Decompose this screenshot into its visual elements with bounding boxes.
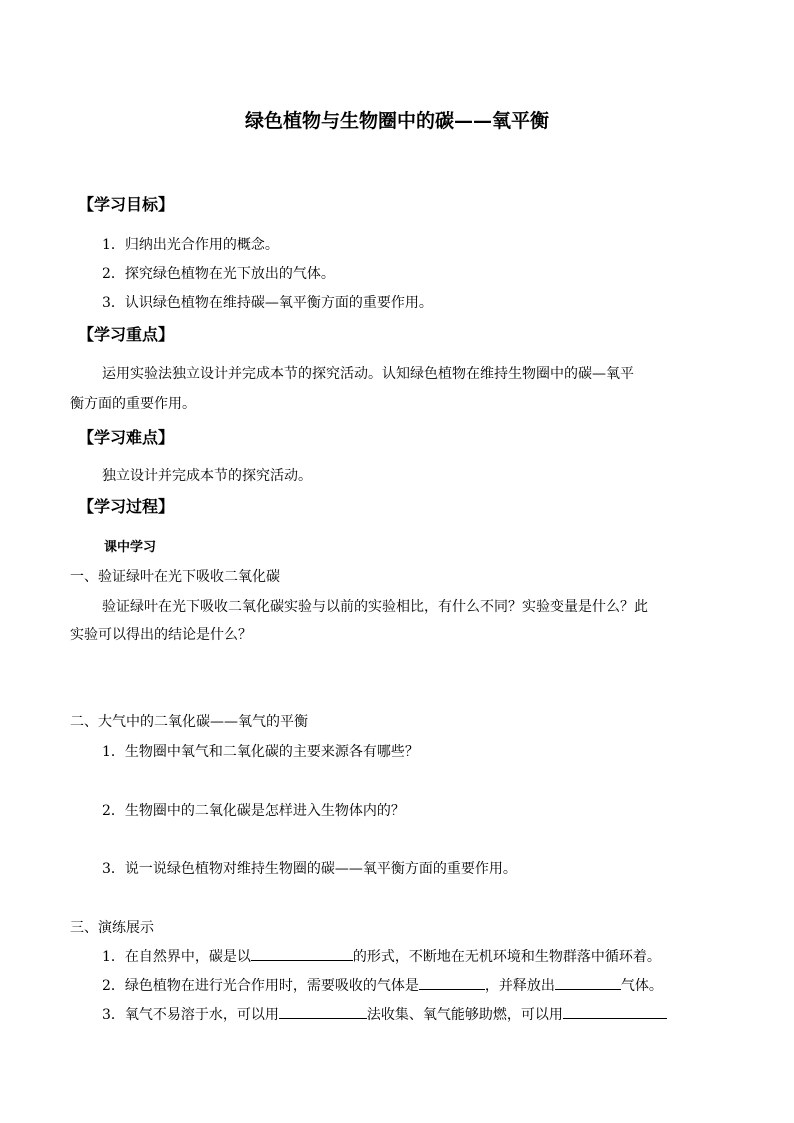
exercise-1-blank[interactable] [251,945,353,961]
key-points-text-line-1: 运用实验法独立设计并完成本节的探究活动。认知绿色植物在维持生物圈中的碳—氧平 [102,366,634,382]
exercise-2-blank-2[interactable] [555,974,621,990]
exercise-2-text-b: ，并释放出 [484,978,555,994]
key-points-text-line-2: 衡方面的重要作用。 [70,396,196,412]
exercise-2-text-a: 2．绿色植物在进行光合作用时，需要吸收的气体是 [102,978,419,994]
process-heading: 【学习过程】 [78,497,175,516]
part2-question-2: 2．生物圈中的二氧化碳是怎样进入生物体内的？ [102,803,405,819]
key-points-heading: 【学习重点】 [78,325,175,344]
exercise-3-text-b: 法收集、氧气能够助燃，可以用 [366,1007,563,1023]
difficulty-heading: 【学习难点】 [78,428,175,447]
exercise-2-text-c: 气体。 [620,978,663,994]
part2-title: 二、大气中的二氧化碳——氧气的平衡 [70,714,308,730]
goal-item-1: 1．归纳出光合作用的概念。 [102,237,279,253]
goal-item-3: 3．认识绿色植物在维持碳—氧平衡方面的重要作用。 [102,295,433,311]
difficulty-text: 独立设计并完成本节的探究活动。 [102,468,312,484]
exercise-1-text-b: 的形式，不断地在无机环境和生物群落中循环着。 [352,949,661,965]
exercise-3 [102,1003,667,1024]
exercise-2 [102,974,663,995]
exercise-1-text-a: 1．在自然界中，碳是以 [102,949,251,965]
part1-text-line-1: 验证绿叶在光下吸收二氧化碳实验与以前的实验相比，有什么不同？实验变量是什么？此 [102,599,648,615]
goals-heading: 【学习目标】 [78,195,175,214]
part1-text-line-2: 实验可以得出的结论是什么？ [70,627,252,643]
part3-title: 三、演练展示 [70,920,154,936]
goal-item-2: 2．探究绿色植物在光下放出的气体。 [102,266,335,282]
exercise-2-blank-1[interactable] [419,974,485,990]
part2-question-3: 3．说一说绿色植物对维持生物圈的碳——氧平衡方面的重要作用。 [102,861,517,877]
part1-title: 一、验证绿叶在光下吸收二氧化碳 [70,569,280,585]
exercise-3-blank-1[interactable] [279,1003,367,1019]
part2-question-1: 1．生物圈中氧气和二氧化碳的主要来源各有哪些？ [102,744,419,760]
exercise-3-text-a: 3．氧气不易溶于水，可以用 [102,1007,279,1023]
exercise-3-blank-2[interactable] [563,1003,667,1019]
exercise-1 [102,945,661,966]
class-study-label: 课中学习 [104,540,157,555]
page-title: 绿色植物与生物圈中的碳——氧平衡 [244,110,549,132]
